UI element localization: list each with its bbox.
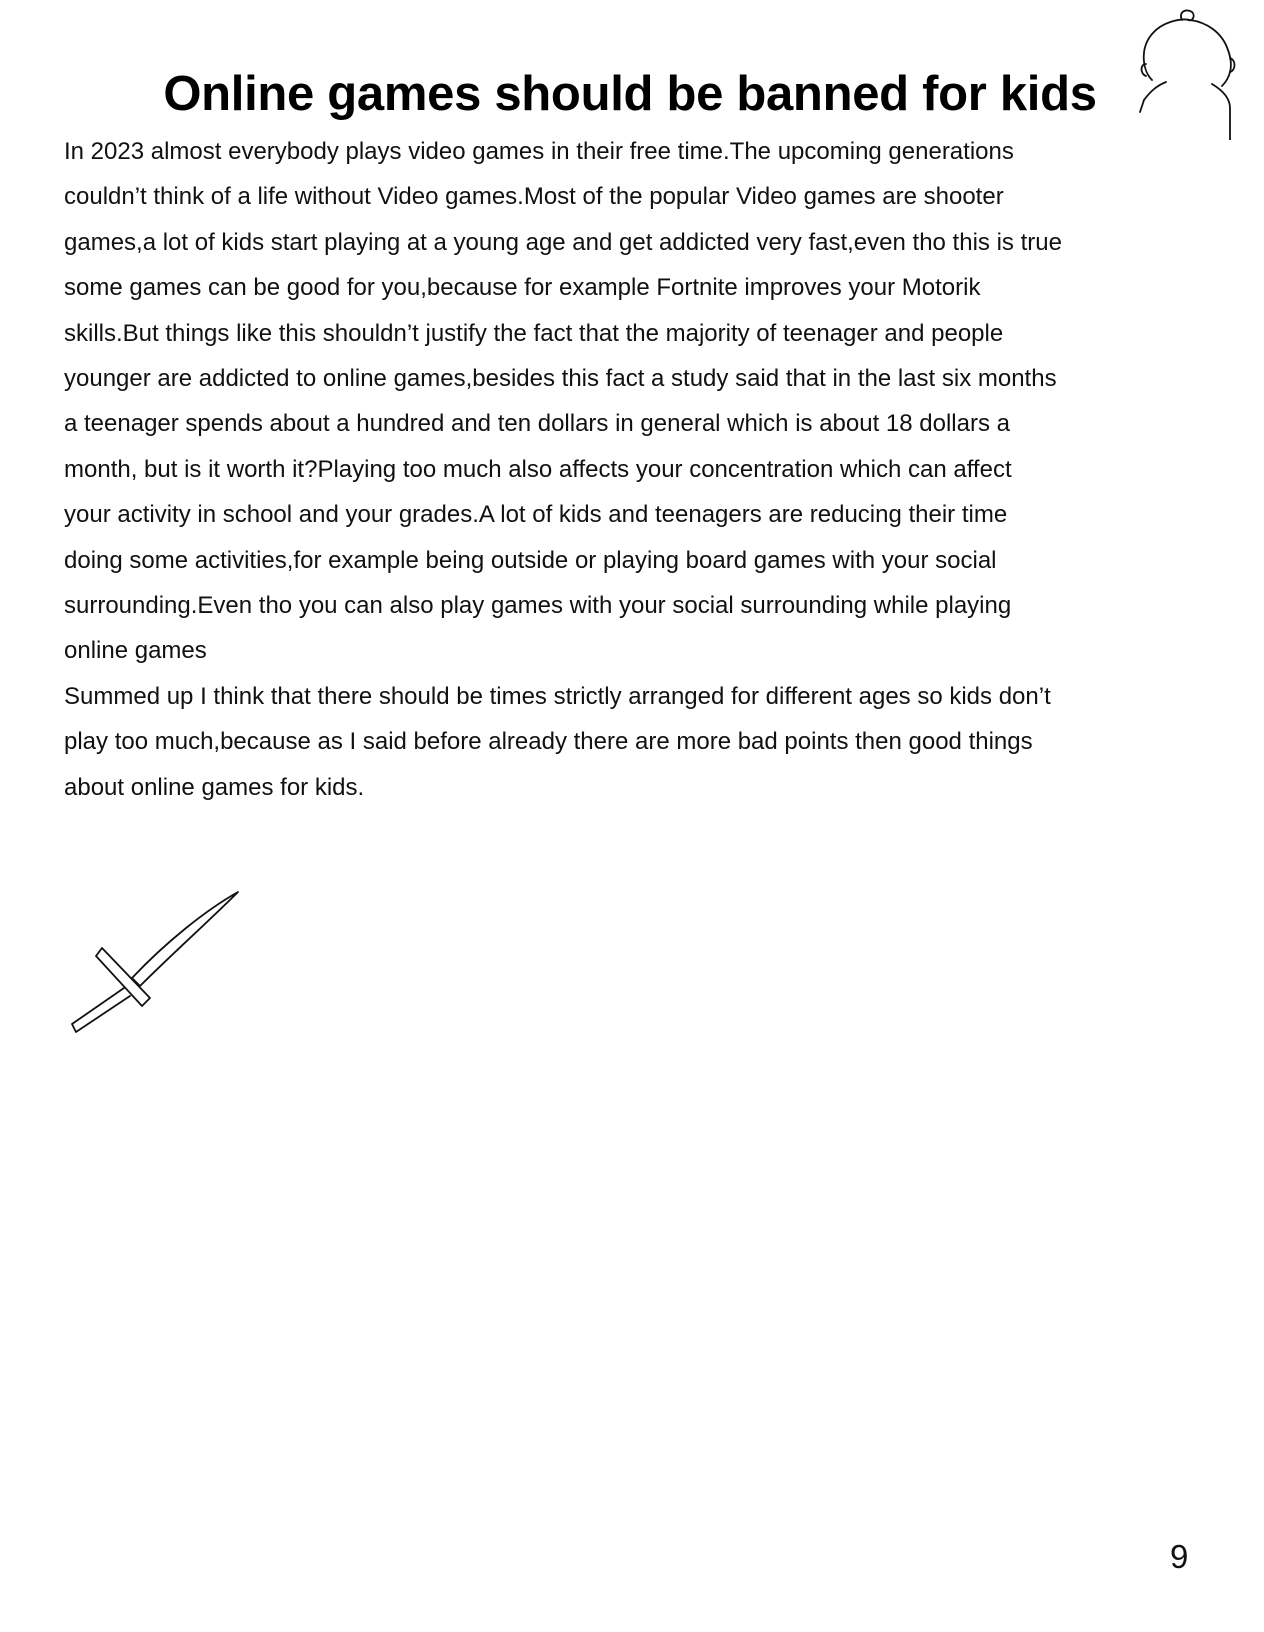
essay-line: about online games for kids.	[64, 773, 365, 801]
page-number: 9	[1170, 1538, 1189, 1575]
essay-line: In 2023 almost everybody plays video games in their free time.The upcoming generations	[64, 138, 1014, 165]
baby-face-icon	[1138, 8, 1238, 140]
essay-line: younger are addicted to online games,besides this fact a study said that in the last six months	[64, 365, 1057, 393]
essay-line: couldn’t think of a life without Video games.Most of the popular Video games are shooter	[64, 183, 1004, 211]
essay-line: online games	[64, 637, 207, 665]
essay-line: Summed up I think that there should be times strictly arranged for different ages so kids don’t	[64, 682, 1051, 710]
essay-line: play too much,because as I said before already there are more bad points then good things	[64, 728, 1033, 756]
essay-line: a teenager spends about a hundred and ten dollars in general which is about 18 dollars a	[64, 410, 1010, 438]
essay-line: month, but is it worth it?Playing too much also affects your concentration which can affect	[64, 455, 1012, 483]
essay-line: your activity in school and your grades.A lot of kids and teenagers are reducing their time	[64, 501, 1008, 529]
essay-line: some games can be good for you,because for example Fortnite improves your Motorik	[64, 274, 981, 302]
essay-line: games,a lot of kids start playing at a young age and get addicted very fast,even tho this is true	[64, 228, 1062, 256]
dagger-icon	[66, 890, 242, 1034]
essay-line: surrounding.Even tho you can also play games with your social surrounding while playing	[64, 592, 1012, 620]
essay-body	[64, 129, 1214, 810]
page-title: Online games should be banned for kids	[163, 67, 1097, 121]
essay-line: skills.But things like this shouldn’t justify the fact that the majority of teenager and people	[64, 319, 1004, 347]
essay-line: doing some activities,for example being outside or playing board games with your social	[64, 546, 997, 574]
